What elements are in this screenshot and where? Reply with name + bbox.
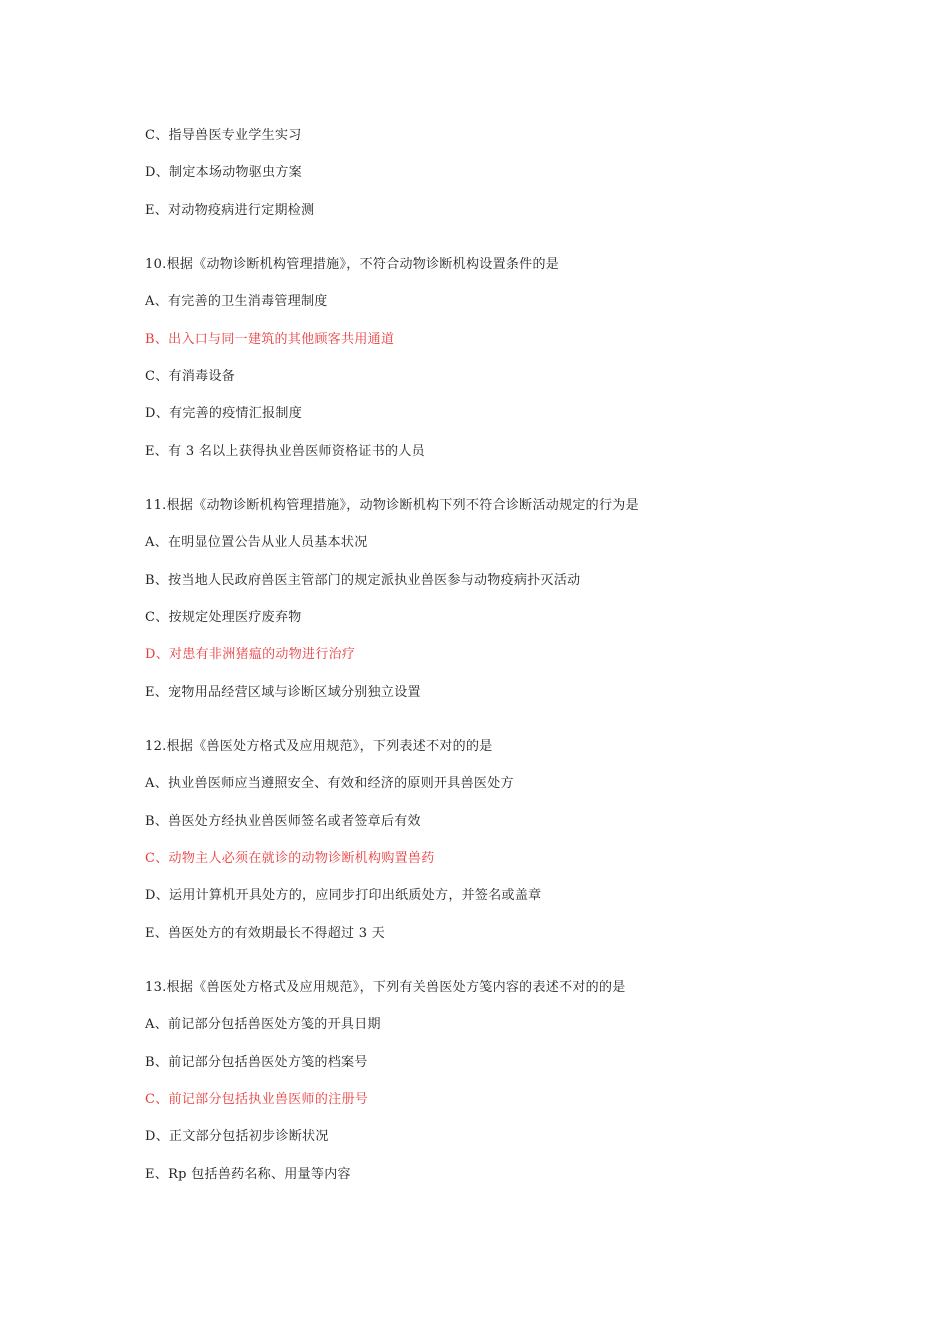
option-c-answer: C、前记部分包括执业兽医师的注册号 [145,1092,369,1107]
option-c: C、有消毒设备 [145,369,236,384]
question-10: 10.根据《动物诊断机构管理措施》，不符合动物诊断机构设置条件的是 [145,257,560,272]
question-11: 11.根据《动物诊断机构管理措施》，动物诊断机构下列不符合诊断活动规定的行为是 [145,498,639,513]
option-b: B、按当地人民政府兽医主管部门的规定派执业兽医参与动物疫病扑灭活动 [145,573,581,588]
option-c: C、指导兽医专业学生实习 [145,128,302,143]
option-e: E、宠物用品经营区域与诊断区域分别独立设置 [145,685,421,700]
option-e: E、兽医处方的有效期最长不得超过 3 天 [145,926,386,941]
option-d-answer: D、对患有非洲猪瘟的动物进行治疗 [145,647,356,662]
question-12: 12.根据《兽医处方格式及应用规范》，下列表述不对的的是 [145,739,493,754]
option-d: D、运用计算机开具处方的，应同步打印出纸质处方，并签名或盖章 [145,888,542,903]
option-a: A、执业兽医师应当遵照安全、有效和经济的原则开具兽医处方 [145,776,514,791]
question-13: 13.根据《兽医处方格式及应用规范》，下列有关兽医处方笺内容的表述不对的的是 [145,980,626,995]
option-e: E、Rp 包括兽药名称、用量等内容 [145,1167,351,1182]
option-d: D、有完善的疫情汇报制度 [145,406,303,421]
option-b-answer: B、出入口与同一建筑的其他顾客共用通道 [145,332,395,347]
option-a: A、有完善的卫生消毒管理制度 [145,294,328,309]
option-a: A、在明显位置公告从业人员基本状况 [145,535,368,550]
option-a: A、前记部分包括兽医处方笺的开具日期 [145,1017,381,1032]
option-e: E、对动物疫病进行定期检测 [145,203,315,218]
option-c-answer: C、动物主人必须在就诊的动物诊断机构购置兽药 [145,851,435,866]
option-d: D、正文部分包括初步诊断状况 [145,1129,329,1144]
option-e: E、有 3 名以上获得执业兽医师资格证书的人员 [145,444,425,459]
option-c: C、按规定处理医疗废弃物 [145,610,302,625]
option-d: D、制定本场动物驱虫方案 [145,165,303,180]
option-b: B、前记部分包括兽医处方笺的档案号 [145,1055,368,1070]
option-b: B、兽医处方经执业兽医师签名或者签章后有效 [145,814,421,829]
